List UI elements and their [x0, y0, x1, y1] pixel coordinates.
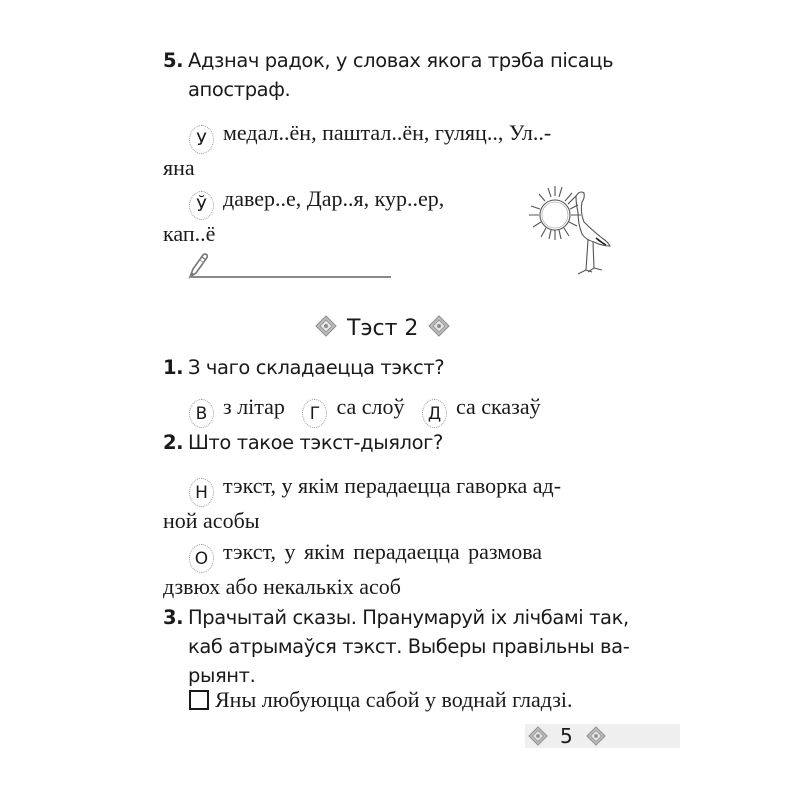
question-number: 1. [163, 356, 184, 379]
sentence-number-box[interactable] [189, 690, 209, 710]
test-title: Тэст 2 [347, 316, 419, 341]
question-number: 2. [163, 431, 184, 454]
question-text: З чаго складаецца тэкст? [188, 356, 445, 379]
option-letter-circle[interactable]: У [189, 125, 214, 154]
option-text: са сказаў [455, 394, 541, 419]
option-line-1 [163, 472, 615, 507]
task-5-question [163, 46, 613, 104]
option-letter-circle[interactable]: Г [302, 399, 327, 428]
option-letter-circle[interactable]: В [189, 399, 214, 428]
option-letter-circle[interactable]: Н [189, 478, 214, 507]
section-title [315, 313, 450, 345]
question-text-line-2: апостраф. [188, 78, 291, 101]
page-number: 5 [560, 724, 573, 748]
question-3 [163, 603, 629, 690]
question-1-options [189, 392, 553, 428]
answer-option-u[interactable] [163, 119, 615, 181]
question-2 [163, 428, 443, 457]
option-letter-circle[interactable]: О [189, 544, 214, 573]
option-line-1 [163, 538, 615, 573]
answer-option-v[interactable] [189, 392, 285, 428]
question-number: 3. [163, 606, 184, 629]
diamond-ornament-icon [315, 315, 337, 337]
sentence-text: Яны любуюцца сабой у воднай гладзі. [215, 687, 573, 712]
question-text: Што такое тэкст-дыялог? [188, 431, 443, 454]
option-text: тэкст, у якім перадаецца гаворка ад- [223, 473, 562, 498]
option-letter-circle[interactable]: Ў [189, 191, 214, 220]
answer-option-n[interactable] [163, 472, 615, 534]
option-text: медал..ён, паштал..ён, гуляц.., Ул..- [223, 120, 552, 145]
question-text-line-1: Прачытай сказы. Пранумаруй іх лічбамі так, [188, 606, 629, 629]
option-text: тэкст, у якім перадаецца размова [223, 539, 543, 564]
answer-input-line[interactable] [191, 276, 391, 278]
diamond-ornament-icon [428, 315, 450, 337]
sun-stork-illustration [518, 182, 618, 278]
option-text: са слоў [336, 394, 405, 419]
question-text-line-1: Адзнач радок, у словах якога трэба пісаць [188, 49, 614, 72]
diamond-ornament-icon [586, 726, 606, 746]
option-text-continuation: кап..ё [163, 221, 216, 246]
task-number: 5. [163, 49, 184, 72]
answer-option-g[interactable] [302, 392, 404, 428]
option-letter-circle[interactable]: Д [422, 399, 447, 428]
option-text-continuation: дзвюх або некалькіх асоб [163, 574, 401, 599]
answer-option-d[interactable] [422, 392, 541, 428]
question-text-line-2: каб атрымаўся тэкст. Выберы правільны ва- [188, 635, 630, 658]
answer-option-o[interactable] [163, 538, 615, 600]
diamond-ornament-icon [528, 726, 548, 746]
option-text-continuation: ной асобы [163, 508, 260, 533]
option-line-1 [163, 119, 615, 154]
option-text: з літар [223, 394, 285, 419]
sentence-item [189, 686, 629, 713]
question-text-line-3: рыянт. [188, 664, 256, 687]
option-text-continuation: яна [163, 155, 195, 180]
question-1 [163, 353, 444, 382]
option-text: давер..е, Дар..я, кур..ер, [223, 186, 445, 211]
